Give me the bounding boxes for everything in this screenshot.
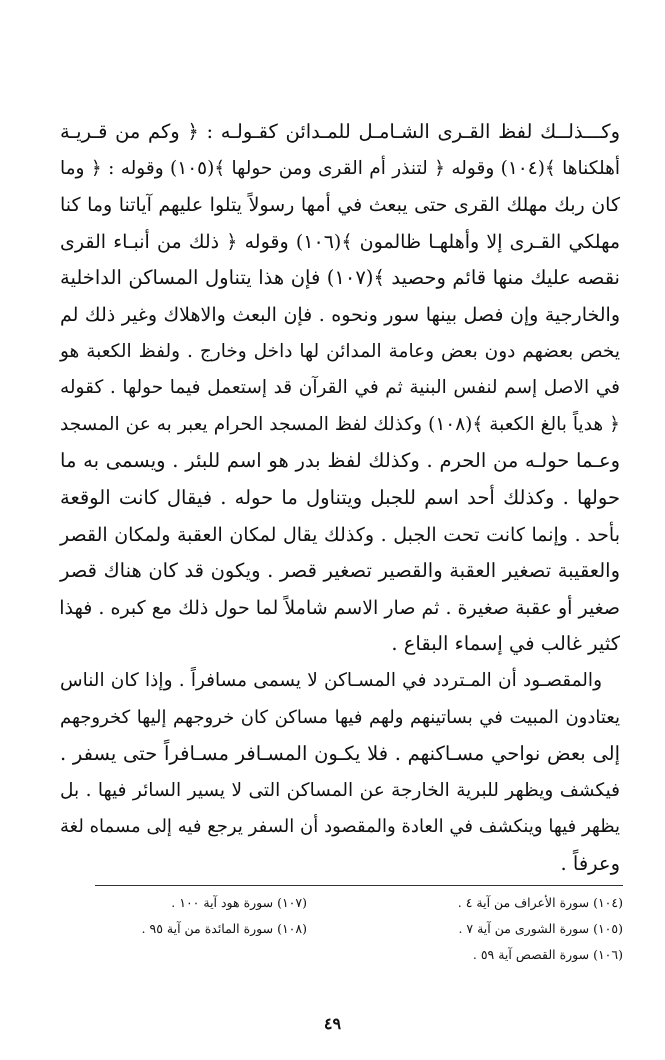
text-line: والخارجية وإن فصل بينها سور ونحوه . فإن البعث والاهلاك وغير ذلك لم	[60, 303, 620, 326]
text-line: في الاصل إسم لنفس البنية ثم في القرآن قد إستعمل فيما حولها . كقوله	[60, 377, 620, 399]
text-line: صغير أو عقبة صغيرة . ثم صار الاسم شاملاً لما حول ذلك مع كبره . فهذا	[59, 596, 620, 619]
text-line: وكـــذلــك لفظ القـرى الشـامـل للمـدائن كقـولـه : ﴿ وكم من قـريـة	[60, 120, 620, 143]
text-line: أهلكناها ﴾(١٠٤) وقوله ﴿ لتنذر أم القرى ومن حولها ﴾(١٠٥) وقوله : ﴿ وما	[60, 157, 620, 179]
text-line: مهلكي القـرى إلا وأهلهـا ظالمون ﴾(١٠٦) وقوله ﴿ ذلك من أنبـاء القرى	[60, 230, 621, 253]
text-line: والمقصـود أن المـتردد في المسـاكن لا يسمى مسافراً . وإذا كان الناس	[60, 669, 602, 691]
text-line: ﴿ هدياً بالغ الكعبة ﴾(١٠٨) وكذلك لفظ المسجد الحرام يعبر به عن المسجد	[60, 413, 620, 435]
main-text	[60, 114, 620, 882]
text-line: وعرفاً .	[560, 851, 620, 875]
text-line: إلى بعض نواحي مسـاكنهم . فلا يكـون المسـافر مسـافراً حتى يسفر .	[60, 742, 620, 766]
text-line: فيكشف ويظهر للبرية الخارجة عن المساكن التى لا يسير السائر فيها . بل	[60, 779, 620, 801]
footnote-106: (١٠٦) سورة القصص آية ٥٩ .	[472, 947, 623, 962]
text-line: يظهر فيها وينكشف في العادة والمقصود أن السفر يرجع فيه إلى مسماه لغة	[60, 816, 620, 838]
footnote-107: (١٠٧) سورة هود آية ١٠٠ .	[171, 895, 307, 910]
footnote-105: (١٠٥) سورة الشورى من آية ٧ .	[458, 921, 623, 936]
text-line: والعقيبة تصغير العقبة والقصير تصغير قصر . ويكون قد كان هناك قصر	[60, 559, 620, 583]
page-number: ٤٩	[323, 1014, 342, 1033]
footnote-divider	[95, 885, 623, 886]
text-line: يخص بعضهم دون بعض وعامة المدائن لها داخل وخارج . ولفظ الكعبة هو	[60, 340, 620, 362]
footnotes-right-column	[383, 890, 623, 968]
text-line: حولها . وكذلك أحد اسم للجبل ويتناول ما حوله . فيقال كانت الوقعة	[60, 485, 620, 509]
text-line: يعتادون المبيت في بساتينهم ولهم فيها مساكن كان خروجهم إليها كخروجهم	[60, 706, 620, 728]
text-line: كثير غالب في إسماء البقاع .	[391, 632, 620, 656]
footnote-104: (١٠٤) سورة الأعراف من آية ٤ .	[457, 895, 623, 910]
text-line: كان ربك مهلك القرى حتى يبعث في أمها رسولاً يتلوا عليهم آياتنا وما كنا	[60, 194, 620, 217]
text-line: وعـما حولـه من الحرم . وكذلك لفظ بدر هو اسم للبئر . ويسمى به ما	[60, 449, 620, 473]
footnote-108: (١٠٨) سورة المائدة من آية ٩٥ .	[141, 921, 307, 936]
text-line: نقصه عليك منها قائم وحصيد ﴾(١٠٧) فإن هذا يتناول المساكن الداخلية	[60, 266, 620, 290]
text-line: بأحد . وإنما كانت تحت الجبل . وكذلك يقال لمكان العقبة ولمكان القصر	[60, 523, 620, 546]
footnotes-left-column	[67, 890, 307, 942]
